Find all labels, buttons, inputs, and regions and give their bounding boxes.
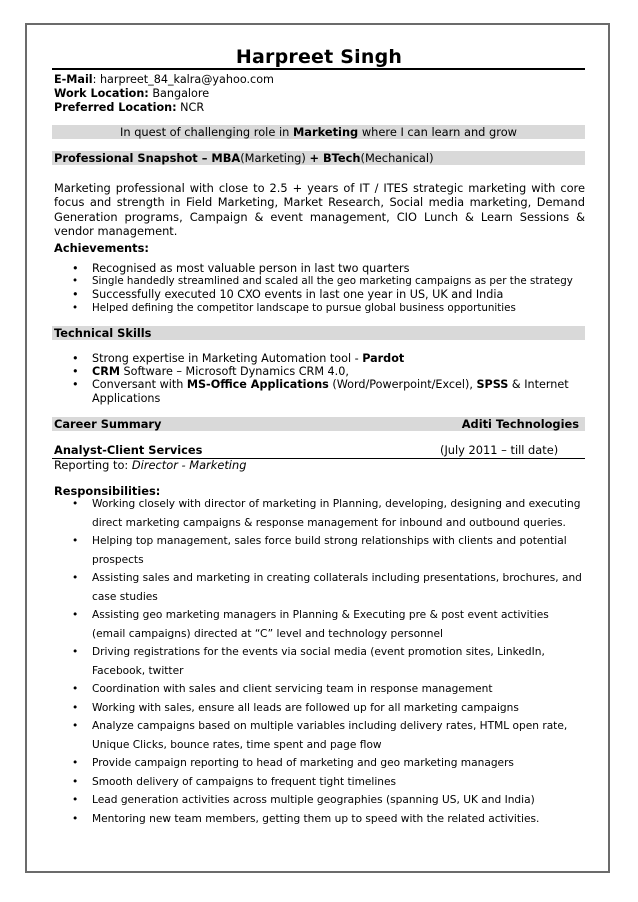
technical-skills-heading: Technical Skills [54,326,152,340]
career-summary-band [52,417,585,431]
list-item: • Single handedly streamlined and scaled all the geo marketing campaigns as per the strategy [54,275,585,288]
objective-text-post: where I can learn and grow [358,125,517,139]
list-item: • Driving registrations for the events via social media (event promotion sites, LinkedIn, Facebook, twitter [54,643,585,680]
skill-text: Software – Microsoft Dynamics CRM 4.0, [119,365,349,379]
contact-block [54,73,274,115]
list-item: • Recognised as most valuable person in last two quarters [54,262,585,275]
list-item: • Helping top management, sales force build strong relationships with clients and potential prospects [54,532,585,569]
snapshot-heading [54,151,434,165]
role-title: Analyst-Client Services [54,443,203,457]
list-item [54,365,585,378]
list-item [54,352,585,365]
snapshot-band [52,151,585,165]
preferred-location-value: NCR [176,101,205,114]
role-dates: (July 2011 – till date) [440,443,559,457]
list-item: • Working closely with director of marketing in Planning, developing, designing and executing direct marketing campaigns & response management for inbound and outbound queries. [54,495,585,532]
snapshot-mba: Professional Snapshot – MBA [54,151,241,165]
achievements-heading: Achievements: [54,241,149,255]
skill-crm: CRM [92,365,120,379]
skill-text: Conversant with [92,378,187,392]
skill-msoffice: MS-Office Applications [186,378,329,392]
email-line [54,73,274,87]
list-item: • Smooth delivery of campaigns to frequent tight timelines [54,773,585,792]
list-item: • Lead generation activities across multiple geographies (spanning US, UK and India) [54,791,585,810]
reporting-value: Director - Marketing [131,458,247,472]
skill-text: Strong expertise in Marketing Automation tool - [92,352,363,365]
career-summary-heading: Career Summary [54,417,162,431]
responsibilities-heading: Responsibilities: [54,484,161,498]
skill-spss: SPSS [476,378,509,392]
skills-list [54,352,585,405]
objective-band [52,125,585,139]
preferred-location-label: Preferred Location: [54,101,177,114]
responsibilities-list [54,495,585,828]
list-item: • Successfully executed 10 CXO events in last one year in US, UK and India [54,288,585,301]
email-value: : harpreet_84_kalra@yahoo.com [92,73,274,86]
work-location-label: Work Location: [54,87,149,100]
technical-skills-band [52,326,585,340]
list-item: • Assisting sales and marketing in creating collaterals including presentations, brochures, and case studies [54,569,585,606]
summary-paragraph: Marketing professional with close to 2.5 + years of IT / ITES strategic marketing with core focus and strength in Field Marketing, Market Research, Social media marketing, Demand Generation programs, Campaign & event management, CIO Lunch & Learn Sessions & vendor management. [54,181,585,238]
candidate-name: Harpreet Singh [235,46,403,68]
header-rule [52,68,585,70]
list-item: • Working with sales, ensure all leads are followed up for all marketing campaigns [54,699,585,718]
company-name: Aditi Technologies [461,417,579,431]
list-item: • Assisting geo marketing managers in Planning & Executing pre & post event activities (email campaigns) directed at “C” level and technology personnel [54,606,585,643]
objective-text-pre: In quest of challenging role in [120,125,293,139]
list-item [54,378,585,404]
role-line [54,443,585,457]
snapshot-mba-spec: (Marketing) [240,151,310,165]
achievements-list [54,262,585,315]
work-location-line [54,87,274,101]
list-item: • Provide campaign reporting to head of marketing and geo marketing managers [54,754,585,773]
list-item: • Analyze campaigns based on multiple variables including delivery rates, HTML open rate, Unique Clicks, bounce rates, time spent and page flow [54,717,585,754]
list-item: • Mentoring new team members, getting them up to speed with the related activities. [54,810,585,829]
snapshot-btech: + BTech [309,151,361,165]
list-item: • Coordination with sales and client servicing team in response management [54,680,585,699]
preferred-location-line [54,101,274,115]
snapshot-btech-spec: (Mechanical) [360,151,434,165]
skill-tool: Pardot [362,352,405,365]
reporting-line [54,458,585,472]
reporting-label: Reporting to: [54,458,132,472]
skill-text: (Word/Powerpoint/Excel), [328,378,477,392]
skill-text: & Internet Applications [92,378,569,405]
objective-text-bold: Marketing [292,125,359,139]
work-location-value: Bangalore [148,87,210,100]
email-label: E-Mail [54,73,93,86]
list-item: • Helped defining the competitor landscape to pursue global business opportunities [54,302,585,315]
